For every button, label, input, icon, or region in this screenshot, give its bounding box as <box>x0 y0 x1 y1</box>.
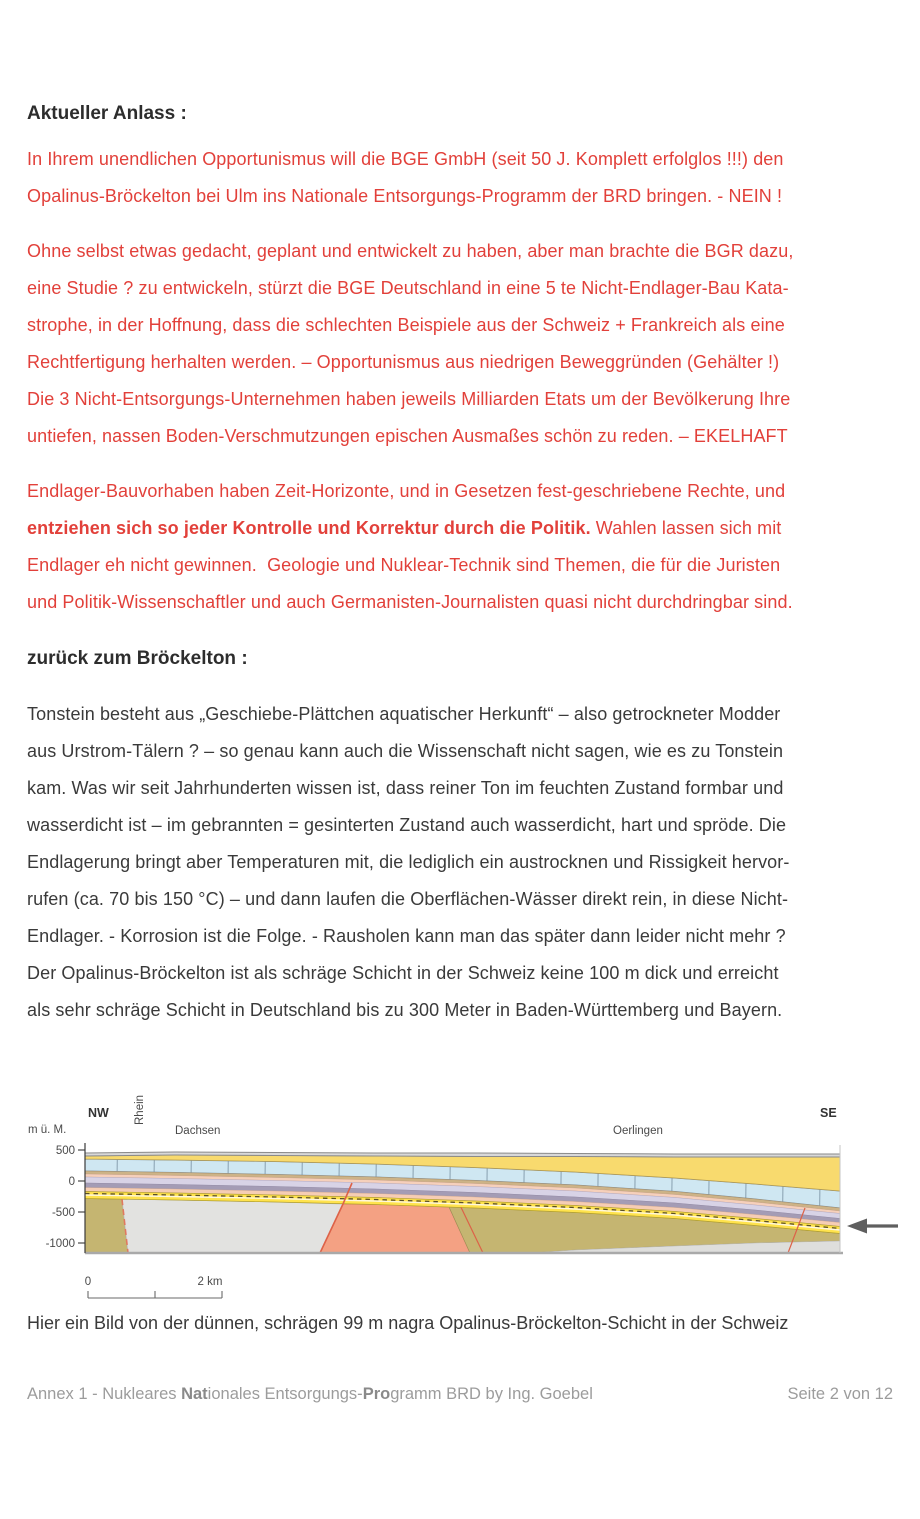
text-line: und Politik-Wissenschaftler und auch Germanisten-Journalisten quasi nicht durchdringbar sind. <box>27 592 793 612</box>
text-line <box>27 510 793 547</box>
scale-end-label: 2 km <box>197 1276 223 1288</box>
page-footer <box>27 1385 893 1404</box>
text-line: Endlagerung bringt aber Temperaturen mit, die lediglich ein austrocknen und Rissigkeit hervor- <box>27 852 790 872</box>
heading-zurueck-zum-broeckelton: zurück zum Bröckelton : <box>27 648 248 669</box>
figure-caption: Hier ein Bild von der dünnen, schrägen 99 m nagra Opalinus-Bröckelton-Schicht in der Schweiz <box>27 1313 789 1333</box>
text-line: Der Opalinus-Bröckelton ist als schräge Schicht in der Schweiz keine 100 m dick und erreicht <box>27 963 779 983</box>
y-tick-500: 500 <box>55 1145 75 1157</box>
left-pointing-arrow-icon <box>847 1219 898 1234</box>
direction-nw-label: NW <box>88 1106 109 1120</box>
text-line: strophe, in der Hoffnung, dass die schlechten Beispiele aus der Schweiz + Frankreich als eine <box>27 315 785 335</box>
dachsen-label: Dachsen <box>175 1125 221 1137</box>
footer-bold-segment: Pro <box>362 1385 391 1403</box>
paragraph-body-1 <box>27 696 789 955</box>
text-line: Endlager-Bauvorhaben haben Zeit-Horizonte, und in Gesetzen fest-geschriebene Rechte, und <box>27 481 786 501</box>
footer-text-segment: Annex 1 - Nukleares <box>27 1385 182 1403</box>
text-line: Endlager. - Korrosion ist die Folge. - Rausholen kann man das später dann leider nicht mehr ? <box>27 926 786 946</box>
bold-emphasis: entziehen sich so jeder Kontrolle und Korrektur durch die Politik. <box>27 518 591 538</box>
figure-labels <box>88 1095 837 1137</box>
text-line: untiefen, nassen Boden-Verschmutzungen epischen Ausmaßes schön zu reden. – EKELHAFT <box>27 426 788 446</box>
paragraph-red-4 <box>27 473 793 621</box>
text-line: Opalinus-Bröckelton bei Ulm ins Nationale Entsorgungs-Programm der BRD bringen. - NEIN ! <box>27 186 783 206</box>
y-tick-minus500: -500 <box>51 1207 75 1219</box>
y-axis-label: m ü. M. <box>28 1124 67 1136</box>
heading-aktueller-anlass: Aktueller Anlass : <box>27 103 187 124</box>
rhein-label: Rhein <box>134 1095 146 1125</box>
paragraph-red-1 <box>27 141 784 215</box>
text-line: kam. Was wir seit Jahrhunderten wissen ist, dass reiner Ton im feuchten Zustand formbar und <box>27 778 784 798</box>
text-line: eine Studie ? zu entwickeln, stürzt die BGE Deutschland in eine 5 te Nicht-Endlager-Bau Kata- <box>27 278 789 298</box>
geological-cross-section-figure <box>25 1095 905 1310</box>
text-line: In Ihrem unendlichen Opportunismus will die BGE GmbH (seit 50 J. Komplett erfolglos !!!) den <box>27 149 784 169</box>
text-span: Wahlen lassen sich mit <box>590 518 782 538</box>
direction-se-label: SE <box>820 1106 837 1120</box>
footer-text-segment: gramm BRD by Ing. Goebel <box>390 1385 593 1403</box>
scale-start-label: 0 <box>84 1276 92 1288</box>
olive-block-left <box>85 1199 128 1254</box>
paragraph-red-2 <box>27 233 793 381</box>
text-line: rufen (ca. 70 bis 150 °C) – und dann laufen die Oberflächen-Wässer direkt rein, in diese Nicht- <box>27 889 789 909</box>
text-line: wasserdicht ist – im gebrannten = gesinterten Zustand auch wasserdicht, hart und spröde. Die <box>27 815 787 835</box>
page-number: Seite 2 von 12 <box>787 1385 893 1403</box>
footer-text-segment: ionales Entsorgungs- <box>207 1385 363 1403</box>
text-line: Tonstein besteht aus „Geschiebe-Plättchen aquatischer Herkunft“ – also getrockneter Modder <box>27 704 781 724</box>
y-tick-0: 0 <box>68 1176 75 1188</box>
text-line: Endlager eh nicht gewinnen. Geologie und Nuklear-Technik sind Themen, die für die Juristen <box>27 555 781 575</box>
footer-left <box>27 1385 593 1403</box>
gray-block <box>122 1199 343 1253</box>
salmon-block <box>320 1204 470 1253</box>
text-line: Ohne selbst etwas gedacht, geplant und entwickelt zu haben, aber man brachte die BGR dazu, <box>27 241 794 261</box>
scale-bar <box>85 1276 223 1298</box>
oerlingen-label: Oerlingen <box>613 1125 663 1137</box>
text-line: als sehr schräge Schicht in Deutschland bis zu 300 Meter in Baden-Württemberg und Bayern. <box>27 1000 783 1020</box>
footer-bold-segment: Nat <box>181 1385 208 1403</box>
y-tick-minus1000: -1000 <box>45 1238 75 1250</box>
text-line: aus Urstrom-Tälern ? – so genau kann auch die Wissenschaft nicht sagen, wie es zu Tonstein <box>27 741 784 761</box>
paragraph-body-2 <box>27 955 782 1029</box>
paragraph-red-3 <box>27 381 790 455</box>
y-axis-ticks <box>78 1150 85 1243</box>
text-line: Rechtfertigung herhalten werden. – Opportunismus aus niedrigen Beweggründen (Gehälter !) <box>27 352 780 372</box>
text-line: Die 3 Nicht-Entsorgungs-Unternehmen haben jeweils Milliarden Etats um der Bevölkerung Ihre <box>27 389 791 409</box>
cross-section-svg <box>25 1095 905 1310</box>
